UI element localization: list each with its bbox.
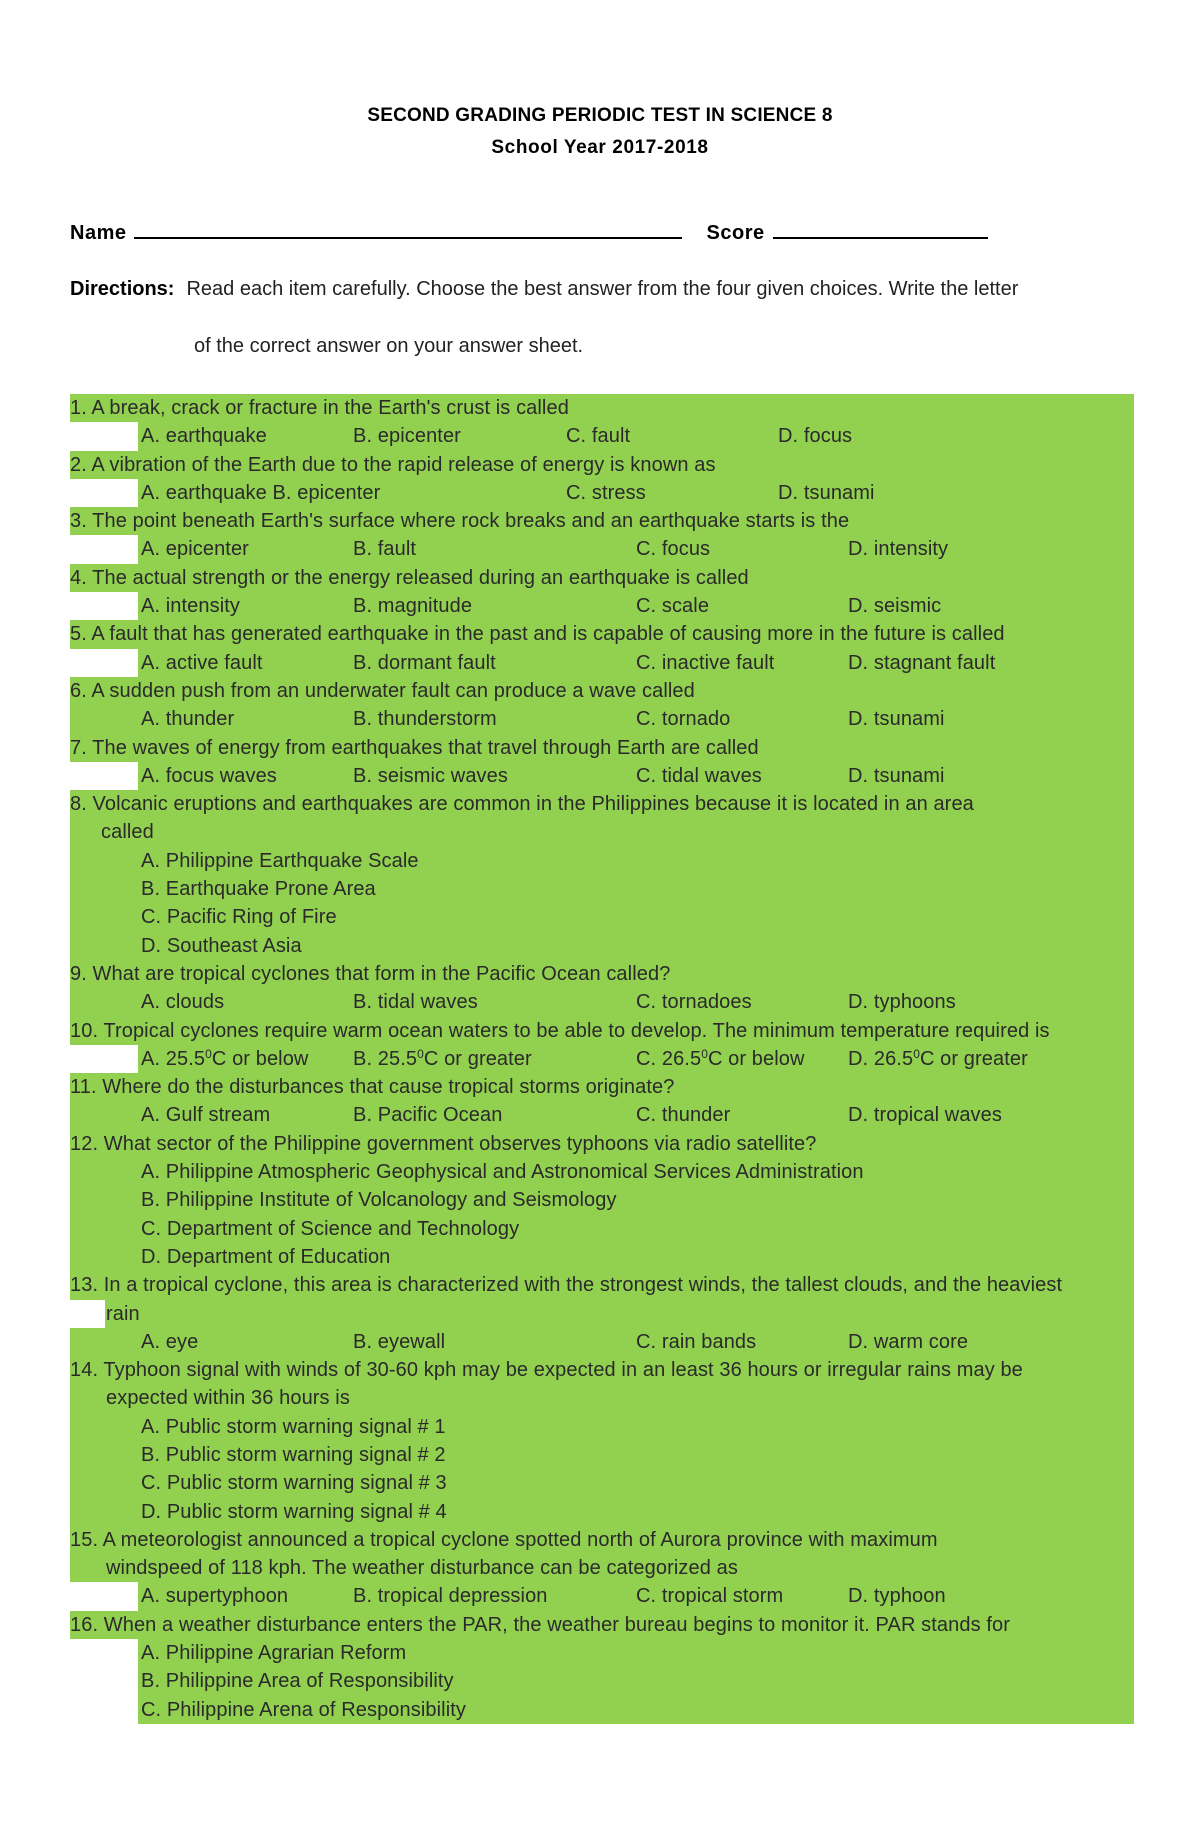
question-10: 10. Tropical cyclones require warm ocean waters to be able to develop. The minimum temperature required is [70,1017,1134,1045]
question-11: 11. Where do the disturbances that cause tropical storms originate? [70,1073,1134,1101]
directions-text: Read each item carefully. Choose the best answer from the four given choices. Write the letter [186,278,1019,300]
choice-row [0,1158,1200,1186]
choice-a: A. active fault [141,651,263,674]
choice-row [0,1413,1200,1441]
choices-row [0,762,1200,790]
choice-b: B. epicenter [353,425,461,448]
choice-a: A. Philippine Atmospheric Geophysical and Astronomical Services Administration [141,1161,864,1184]
choices-row [0,705,1200,733]
school-year: School Year 2017-2018 [491,137,709,158]
question-1: 1. A break, crack or fracture in the Earth's crust is called [70,394,1134,422]
score-field[interactable] [773,236,988,239]
question-14-cont: expected within 36 hours is [0,1384,1200,1412]
choice-d: D. tropical waves [848,1104,1002,1127]
question-4: 4. The actual strength or the energy released during an earthquake is called [70,564,1134,592]
choice-row [0,932,1200,960]
choice-a: A. thunder [141,708,235,731]
choices-row [0,422,1200,450]
choice-a: A. focus waves [141,764,277,787]
choice-c: C. focus [636,538,711,561]
question-list [0,394,1200,1724]
choice-c: C. Pacific Ring of Fire [141,906,337,929]
choices-row [0,479,1200,507]
student-fields [70,222,988,245]
choices-row [0,1328,1200,1356]
choice-a: A. clouds [141,991,225,1014]
choice-b: B. thunderstorm [353,708,497,731]
choice-c: C. thunder [636,1104,731,1127]
choices-row [0,1101,1200,1129]
question-15: 15. A meteorologist announced a tropical cyclone spotted north of Aurora province with maximum [70,1526,1134,1554]
choice-row [0,1696,1200,1724]
score-label: Score [706,222,765,244]
choice-a: A. earthquake [141,425,267,448]
choices-row [0,535,1200,563]
choice-b: B. dormant fault [353,651,496,674]
choice-a: A. 25.5$^0$C or below [141,1046,309,1070]
test-header [0,105,1200,159]
choice-b: B. tidal waves [353,991,478,1014]
choice-row [0,1667,1200,1695]
choice-a: A. intensity [141,595,241,618]
name-field[interactable] [134,236,682,239]
choice-d: D. warm core [848,1330,969,1353]
choice-row [0,875,1200,903]
choice-ab: A. earthquake B. epicenter [141,481,381,504]
choice-c: C. tidal waves [636,764,762,787]
choice-a: A. supertyphoon [141,1585,289,1608]
choice-d: D. seismic [848,595,942,618]
directions-label: Directions: [70,278,175,300]
choice-b: B. Philippine Institute of Volcanology and Seismology [141,1189,617,1212]
choice-c: C. tornadoes [636,991,752,1014]
directions-text-cont: of the correct answer on your answer sheet. [194,335,584,357]
choice-d: D. stagnant fault [848,651,996,674]
choice-b: B. tropical depression [353,1585,548,1608]
name-label: Name [70,222,127,244]
choice-row [0,1469,1200,1497]
choice-row [0,847,1200,875]
question-9: 9. What are tropical cyclones that form in the Pacific Ocean called? [70,960,1134,988]
question-13: 13. In a tropical cyclone, this area is characterized with the strongest winds, the tallest clouds, and the heaviest [70,1271,1134,1299]
choice-a: A. eye [141,1330,199,1353]
directions [70,278,1130,358]
choice-row [0,1243,1200,1271]
choice-c: C. tropical storm [636,1585,784,1608]
choice-b: B. Public storm warning signal # 2 [141,1443,446,1466]
choice-c: C. 26.5$^0$C or below [636,1046,805,1070]
choice-c: C. tornado [636,708,731,731]
choice-b: B. Earthquake Prone Area [141,878,376,901]
choice-a: A. Gulf stream [141,1104,271,1127]
choice-a: A. Public storm warning signal # 1 [141,1415,446,1438]
choice-d: D. tsunami [848,708,945,731]
degree-mark: 0 [701,1046,708,1061]
choice-row [0,1498,1200,1526]
question-15-cont: windspeed of 118 kph. The weather disturbance can be categorized as [0,1554,1200,1582]
question-7: 7. The waves of energy from earthquakes that travel through Earth are called [70,734,1134,762]
choice-row [0,1639,1200,1667]
choice-c: C. rain bands [636,1330,757,1353]
choice-d: D. 26.5$^0$C or greater [848,1046,1028,1070]
choice-c: C. fault [566,425,631,448]
choice-c: C. inactive fault [636,651,775,674]
choice-a: A. epicenter [141,538,249,561]
question-13-cont: rain [0,1300,1200,1328]
degree-mark: 0 [913,1046,920,1061]
choice-d: D. tsunami [778,481,875,504]
choices-row [0,649,1200,677]
question-8-cont: called [70,818,1134,846]
choice-a: A. Philippine Earthquake Scale [141,849,419,872]
choice-d: D. typhoons [848,991,956,1014]
degree-mark: 0 [205,1046,212,1061]
choice-d: D. Southeast Asia [141,934,302,957]
choice-b: B. magnitude [353,595,473,618]
choice-c: C. Department of Science and Technology [141,1217,520,1240]
choice-b: B. seismic waves [353,764,508,787]
choice-c: C. Philippine Arena of Responsibility [141,1698,466,1721]
choice-row [0,1441,1200,1469]
question-8: 8. Volcanic eruptions and earthquakes are common in the Philippines because it is located in an area [70,790,1134,818]
choice-row [0,903,1200,931]
choice-a: A. Philippine Agrarian Reform [141,1642,407,1665]
choice-row [0,1186,1200,1214]
page-title: SECOND GRADING PERIODIC TEST IN SCIENCE 8 [367,105,833,126]
choice-d: D. tsunami [848,764,945,787]
choices-row [0,592,1200,620]
choice-d: D. typhoon [848,1585,946,1608]
choices-row [0,988,1200,1016]
choice-b: B. 25.5$^0$C or greater [353,1046,532,1070]
choice-b: B. fault [353,538,417,561]
choice-b: B. Pacific Ocean [353,1104,503,1127]
choice-c: C. stress [566,481,646,504]
choice-d: D. intensity [848,538,949,561]
question-2: 2. A vibration of the Earth due to the rapid release of energy is known as [70,451,1134,479]
choice-b: B. Philippine Area of Responsibility [141,1670,454,1693]
degree-mark: 0 [417,1046,424,1061]
choice-d: D. Public storm warning signal # 4 [141,1500,447,1523]
choice-row [0,1215,1200,1243]
question-5: 5. A fault that has generated earthquake in the past and is capable of causing more in the future is called [70,620,1134,648]
question-14: 14. Typhoon signal with winds of 30-60 kph may be expected in an least 36 hours or irregular rains may be [70,1356,1134,1384]
choice-d: D. Department of Education [141,1245,391,1268]
question-16: 16. When a weather disturbance enters the PAR, the weather bureau begins to monitor it. PAR stands for [70,1611,1134,1639]
question-6: 6. A sudden push from an underwater fault can produce a wave called [70,677,1134,705]
question-3: 3. The point beneath Earth's surface where rock breaks and an earthquake starts is the [70,507,1134,535]
choices-row [0,1045,1200,1073]
choice-d: D. focus [778,425,853,448]
question-12: 12. What sector of the Philippine government observes typhoons via radio satellite? [70,1130,1134,1158]
choice-c: C. scale [636,595,710,618]
choices-row [0,1582,1200,1610]
choice-b: B. eyewall [353,1330,446,1353]
choice-c: C. Public storm warning signal # 3 [141,1472,447,1495]
